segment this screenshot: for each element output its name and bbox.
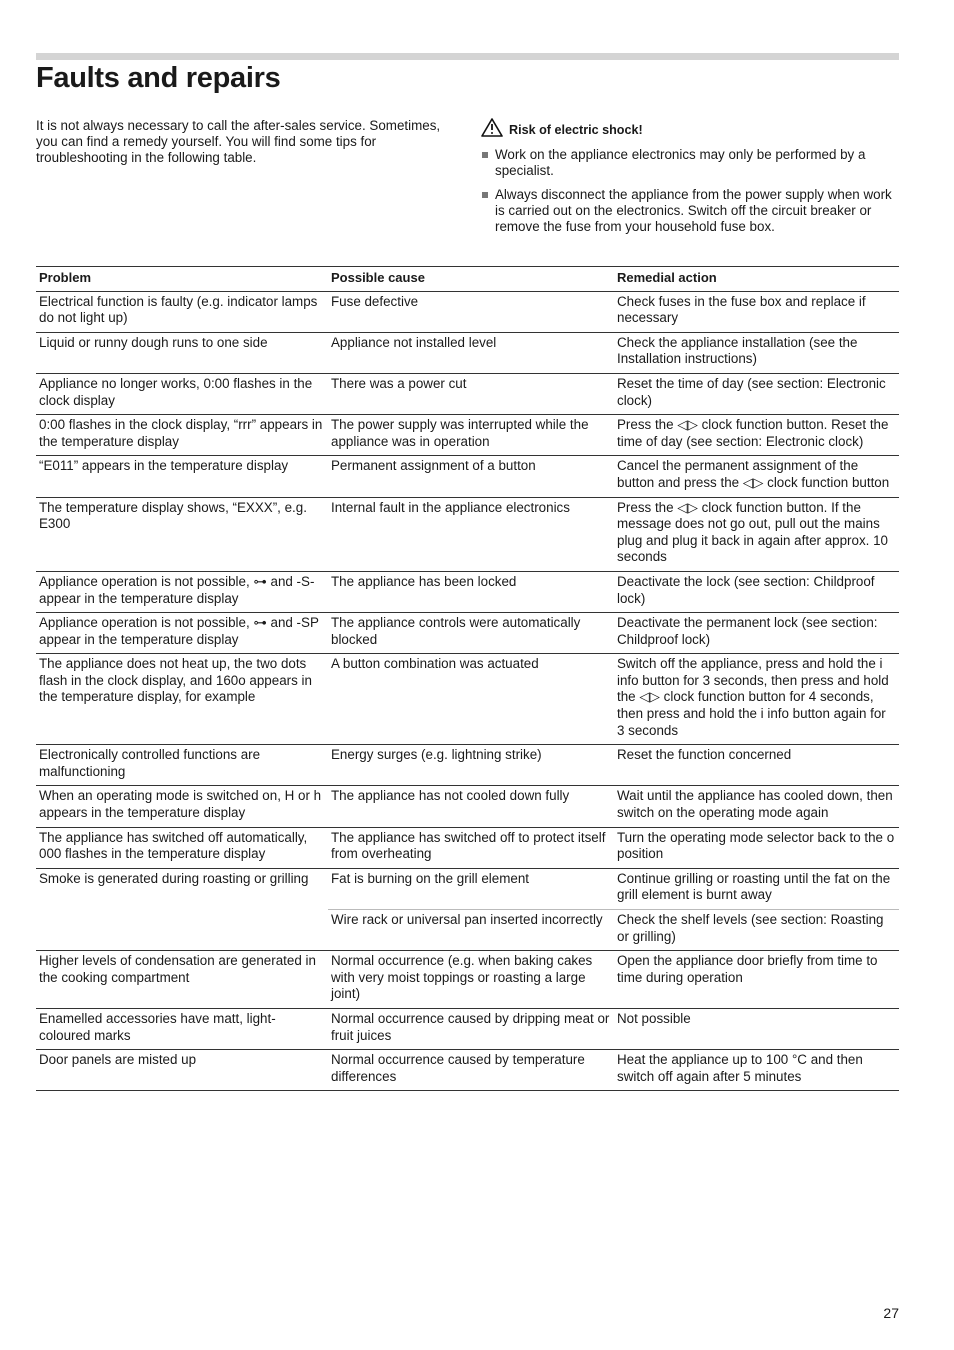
problem-cell: Higher levels of condensation are generated in the cooking compartment bbox=[36, 951, 328, 1009]
table-row bbox=[36, 415, 899, 456]
table-row bbox=[36, 654, 899, 745]
warning-list bbox=[481, 147, 899, 235]
cause-cell: Wire rack or universal pan inserted incorrectly bbox=[328, 910, 614, 951]
problem-cell: Appliance no longer works, 0:00 flashes in the clock display bbox=[36, 373, 328, 414]
problem-cell: “E011” appears in the temperature display bbox=[36, 456, 328, 497]
problem-cell: The appliance has switched off automatically, 000 flashes in the temperature display bbox=[36, 827, 328, 868]
problem-cell: The appliance does not heat up, the two dots flash in the clock display, and 160o appears in the temperature display, for example bbox=[36, 654, 328, 745]
cause-cell: The appliance has switched off to protect itself from overheating bbox=[328, 827, 614, 868]
table-row bbox=[36, 613, 899, 654]
table-row bbox=[36, 868, 899, 909]
remedy-cell: Press the ◁▷ clock function button. If the message does not go out, pull out the mains plug and plug it back in again after approx. 10 seconds bbox=[614, 497, 899, 571]
problem-cell: Electronically controlled functions are malfunctioning bbox=[36, 745, 328, 786]
cause-cell: Fat is burning on the grill element bbox=[328, 868, 614, 909]
table-row bbox=[36, 786, 899, 827]
remedy-cell: Check the shelf levels (see section: Roasting or grilling) bbox=[614, 910, 899, 951]
problem-cell: Electrical function is faulty (e.g. indicator lamps do not light up) bbox=[36, 291, 328, 332]
table-row bbox=[36, 456, 899, 497]
warning-item: Work on the appliance electronics may only be performed by a specialist. bbox=[481, 147, 899, 179]
problem-cell: 0:00 flashes in the clock display, “rrr” appears in the temperature display bbox=[36, 415, 328, 456]
problem-cell: Enamelled accessories have matt, light-coloured marks bbox=[36, 1008, 328, 1049]
cause-cell: Normal occurrence caused by temperature differences bbox=[328, 1050, 614, 1091]
cause-cell: Permanent assignment of a button bbox=[328, 456, 614, 497]
header-problem: Problem bbox=[36, 267, 328, 292]
header-remedy: Remedial action bbox=[614, 267, 899, 292]
cause-cell: Fuse defective bbox=[328, 291, 614, 332]
cause-cell: The power supply was interrupted while the appliance was in operation bbox=[328, 415, 614, 456]
problem-cell: Appliance operation is not possible, ⊶ and -S- appear in the temperature display bbox=[36, 571, 328, 612]
remedy-cell: Switch off the appliance, press and hold the i info button for 3 seconds, then press and hold the ◁▷ clock function button for 4 seconds, then press and hold the i info button again for 3 seconds bbox=[614, 654, 899, 745]
table-row bbox=[36, 745, 899, 786]
warning-title: Risk of electric shock! bbox=[509, 122, 643, 137]
remedy-cell: Check the appliance installation (see the Installation instructions) bbox=[614, 332, 899, 373]
cause-cell: Normal occurrence (e.g. when baking cakes with very moist toppings or roasting a large joint) bbox=[328, 951, 614, 1009]
remedy-cell: Reset the function concerned bbox=[614, 745, 899, 786]
cause-cell: Energy surges (e.g. lightning strike) bbox=[328, 745, 614, 786]
warning-triangle-icon bbox=[481, 118, 503, 141]
table-row bbox=[36, 951, 899, 1009]
remedy-cell: Continue grilling or roasting until the fat on the grill element is burnt away bbox=[614, 868, 899, 909]
table-row bbox=[36, 571, 899, 612]
problem-cell: Liquid or runny dough runs to one side bbox=[36, 332, 328, 373]
remedy-cell: Deactivate the permanent lock (see section: Childproof lock) bbox=[614, 613, 899, 654]
table-row bbox=[36, 291, 899, 332]
cause-cell: The appliance has been locked bbox=[328, 571, 614, 612]
cause-cell: Internal fault in the appliance electronics bbox=[328, 497, 614, 571]
remedy-cell: Turn the operating mode selector back to the o position bbox=[614, 827, 899, 868]
remedy-cell: Not possible bbox=[614, 1008, 899, 1049]
table-row bbox=[36, 1050, 899, 1091]
cause-cell: The appliance controls were automatically blocked bbox=[328, 613, 614, 654]
table-row bbox=[36, 1008, 899, 1049]
table-header-row bbox=[36, 267, 899, 292]
warning-item: Always disconnect the appliance from the power supply when work is carried out on the electronics. Switch off the circuit breaker or remove the fuse from your household fuse box. bbox=[481, 187, 899, 235]
problem-cell: Smoke is generated during roasting or grilling bbox=[36, 868, 328, 950]
cause-cell: The appliance has not cooled down fully bbox=[328, 786, 614, 827]
table-row bbox=[36, 497, 899, 571]
troubleshooting-table bbox=[36, 266, 899, 1091]
problem-cell: When an operating mode is switched on, H or h appears in the temperature display bbox=[36, 786, 328, 827]
warning-heading bbox=[481, 118, 899, 141]
problem-cell: Door panels are misted up bbox=[36, 1050, 328, 1091]
warning-box bbox=[481, 118, 899, 243]
intro-paragraph: It is not always necessary to call the after-sales service. Sometimes, you can find a remedy yourself. You will find some tips for troubleshooting in the following table. bbox=[36, 118, 441, 165]
problem-cell: The temperature display shows, “EXXX”, e.g. E300 bbox=[36, 497, 328, 571]
cause-cell: A button combination was actuated bbox=[328, 654, 614, 745]
remedy-cell: Reset the time of day (see section: Electronic clock) bbox=[614, 373, 899, 414]
problem-cell: Appliance operation is not possible, ⊶ and -SP appear in the temperature display bbox=[36, 613, 328, 654]
cause-cell: There was a power cut bbox=[328, 373, 614, 414]
table-row bbox=[36, 332, 899, 373]
cause-cell: Appliance not installed level bbox=[328, 332, 614, 373]
remedy-cell: Heat the appliance up to 100 °C and then switch off again after 5 minutes bbox=[614, 1050, 899, 1091]
remedy-cell: Cancel the permanent assignment of the button and press the ◁▷ clock function button bbox=[614, 456, 899, 497]
table-row bbox=[36, 373, 899, 414]
remedy-cell: Press the ◁▷ clock function button. Reset the time of day (see section: Electronic clock) bbox=[614, 415, 899, 456]
page-title: Faults and repairs bbox=[36, 62, 281, 94]
cause-cell: Normal occurrence caused by dripping meat or fruit juices bbox=[328, 1008, 614, 1049]
remedy-cell: Wait until the appliance has cooled down, then switch on the operating mode again bbox=[614, 786, 899, 827]
remedy-cell: Open the appliance door briefly from time to time during operation bbox=[614, 951, 899, 1009]
page-number: 27 bbox=[883, 1305, 899, 1321]
table-row bbox=[36, 827, 899, 868]
header-rule bbox=[36, 53, 899, 60]
header-cause: Possible cause bbox=[328, 267, 614, 292]
remedy-cell: Deactivate the lock (see section: Childproof lock) bbox=[614, 571, 899, 612]
remedy-cell: Check fuses in the fuse box and replace if necessary bbox=[614, 291, 899, 332]
